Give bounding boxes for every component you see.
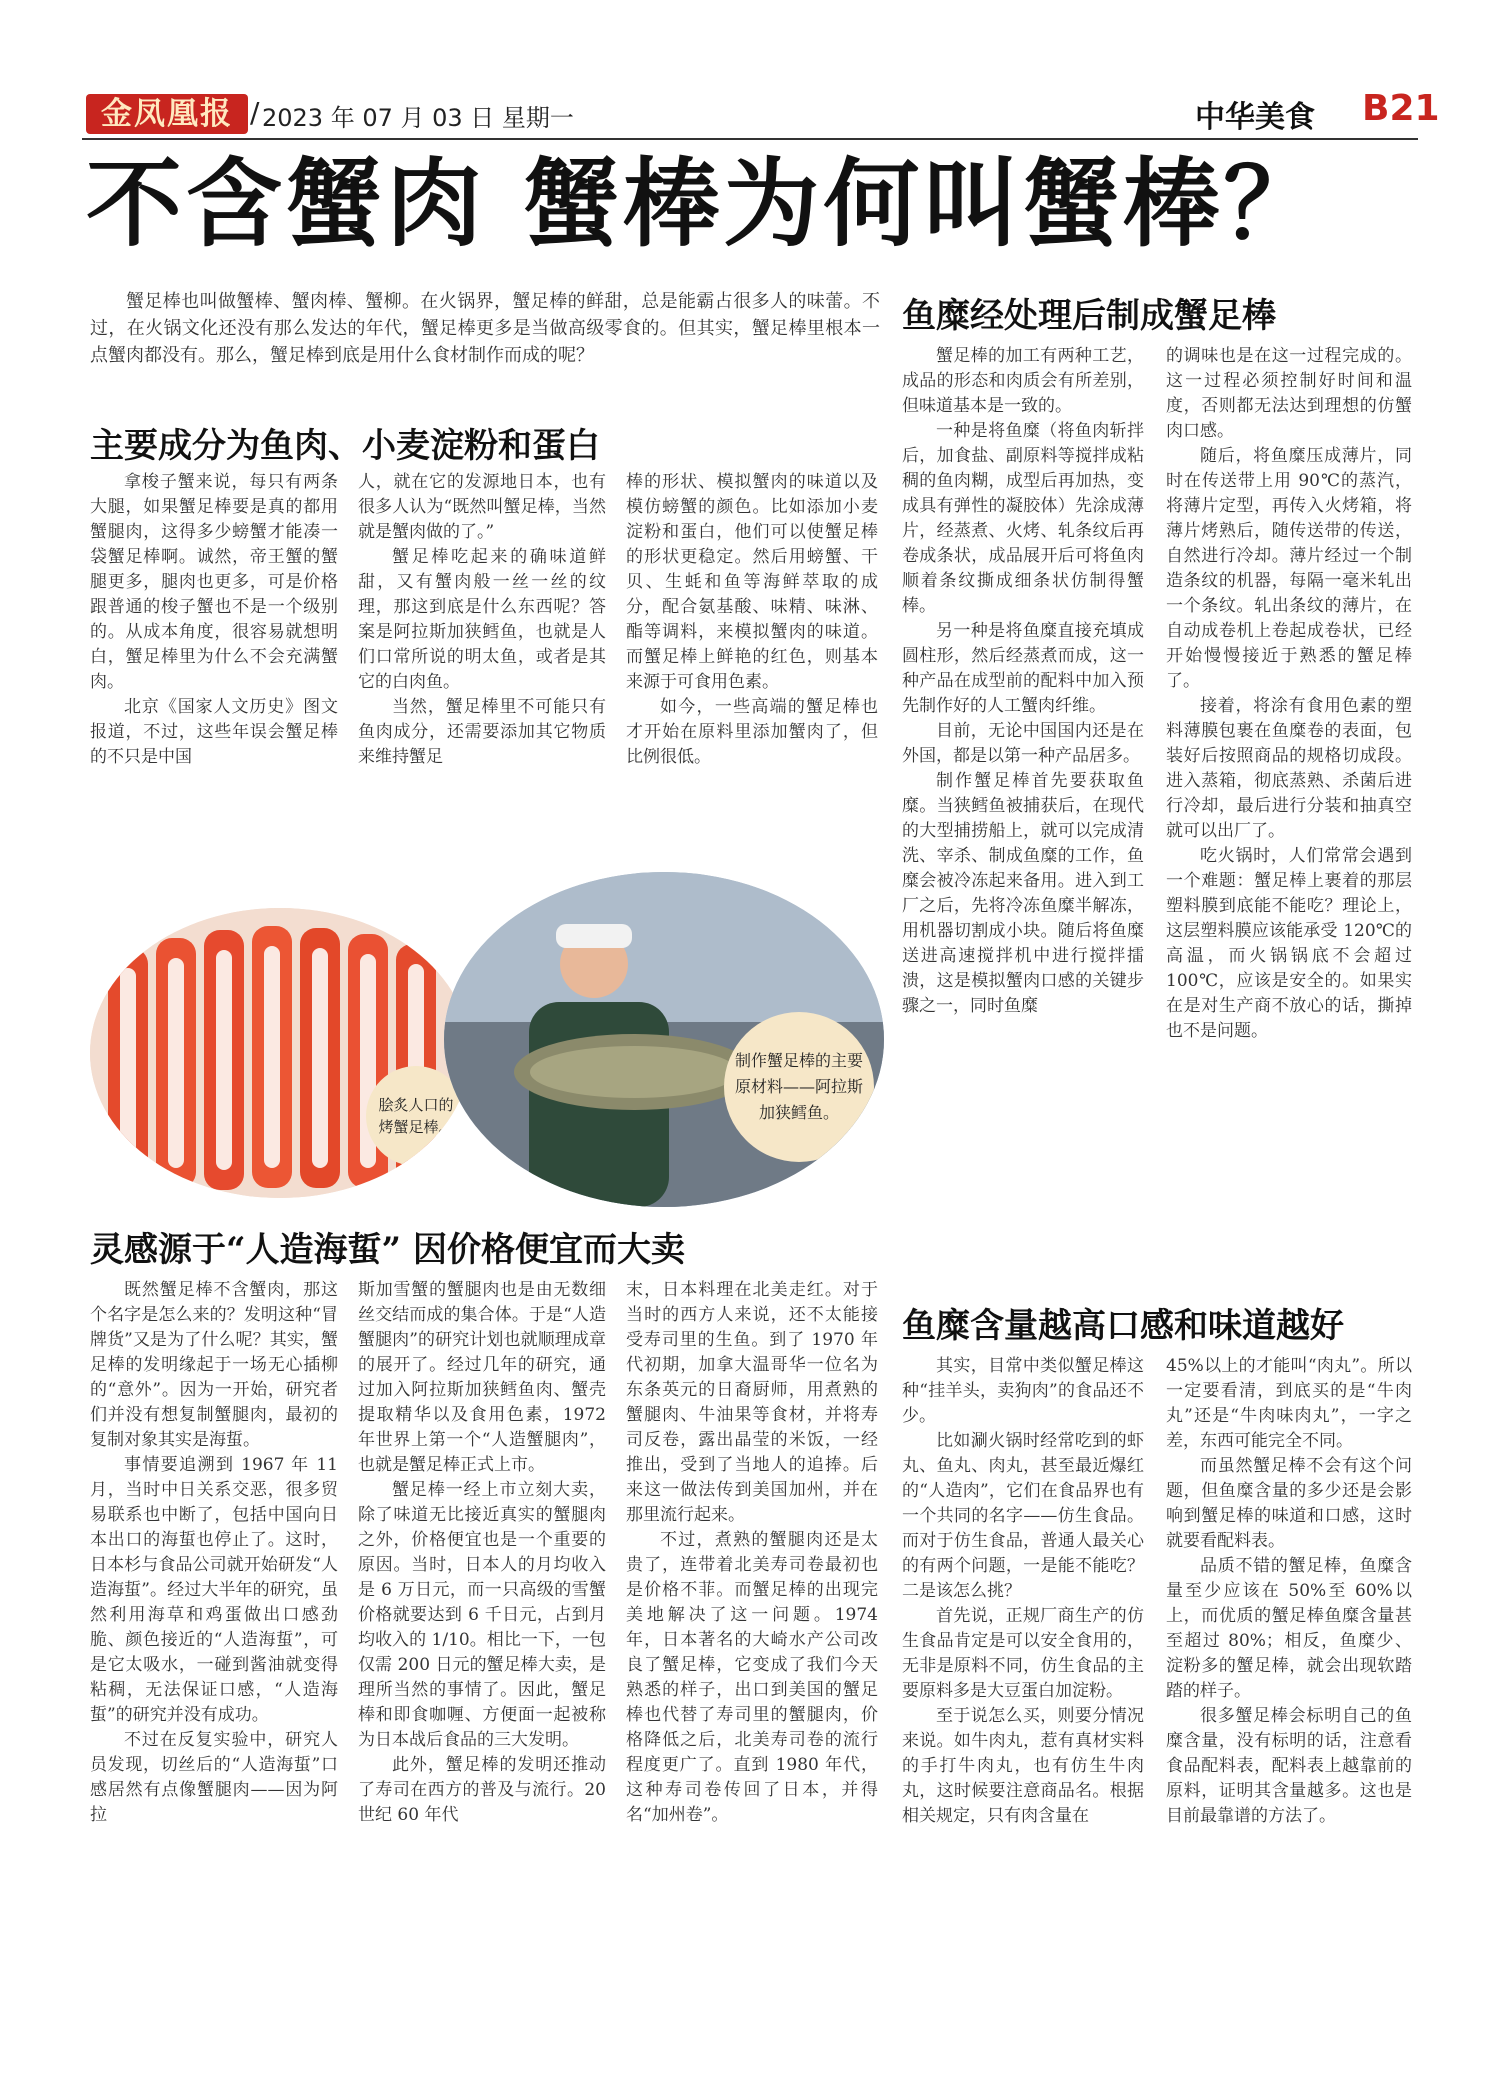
section3-col2	[1166, 344, 1412, 1044]
section3-heading: 鱼糜经处理后制成蟹足棒	[902, 296, 1276, 336]
section4-col1	[902, 1354, 1144, 1829]
paragraph: 不过在反复实验中，研究人员发现，切丝后的“人造海蜇”口感居然有点像蟹腿肉——因为阿拉	[90, 1730, 338, 1825]
paragraph: 事情要追溯到 1967 年 11 月，当时中日关系交恶，很多贸易联系也中断了，包括中国向日本出口的海蜇也停止了。这时，日本杉与食品公司就开始研发“人造海蜇”。经过大半年的研究，虽然利用海草和鸡蛋做出口感劲脆、颜色接近的“人造海蜇”，可是它太吸水，一碰到酱油就变得粘稠，无法保证口感，“人造海蜇”的研究并没有成功。	[90, 1455, 338, 1725]
paragraph: 一种是将鱼糜（将鱼肉斩拌后，加食盐、副原料等搅拌成粘稠的鱼肉糊，成型后再加热，变成具有弹性的凝胶体）先涂成薄片，经蒸煮、火烤、轧条纹后再卷成条状，成品展开后可将鱼肉顺着条纹撕成细条状仿制得蟹棒。	[902, 421, 1144, 616]
crab-stick-skewers-photo	[90, 908, 470, 1198]
paragraph: 其实，目常中类似蟹足棒这种“挂羊头，卖狗肉”的食品还不少。	[902, 1356, 1144, 1426]
paragraph: 如今，一些高端的蟹足棒也才开始在原料里添加蟹肉了，但比例很低。	[626, 697, 878, 767]
paragraph: 此外，蟹足棒的发明还推动了寿司在西方的普及与流行。20 世纪 60 年代	[358, 1755, 606, 1825]
paragraph: 品质不错的蟹足棒，鱼糜含量至少应该在 50%至 60%以上，而优质的蟹足棒鱼糜含量甚至超过 80%；相反，鱼糜少、淀粉多的蟹足棒，就会出现软踏踏的样子。	[1166, 1556, 1412, 1701]
section-name: 中华美食	[1195, 100, 1315, 135]
paragraph: 蟹足棒吃起来的确味道鲜甜，又有蟹肉般一丝一丝的纹理，那这到底是什么东西呢？答案是阿拉斯加狭鳕鱼，也就是人们口常所说的明太鱼，或者是其它的白肉鱼。	[358, 547, 606, 692]
paragraph: 随后，将鱼糜压成薄片，同时在传送带上用 90℃的蒸汽，将薄片定型，再传入火烤箱，将薄片烤熟后，随传送带的传送，自然进行冷却。薄片经过一个制造条纹的机器，每隔一毫米轧出一个条纹。轧出条纹的薄片，在自动成卷机上卷起成卷状，已经开始慢慢接近于熟悉的蟹足棒了。	[1166, 446, 1412, 691]
section2-col2	[358, 1278, 606, 1828]
paragraph: 既然蟹足棒不含蟹肉，那这个名字是怎么来的？发明这种“冒牌货”又是为了什么呢？其实，蟹足棒的发明缘起于一场无心插柳的“意外”。因为一开始，研究者们并没有想复制蟹腿肉，最初的复制对象其实是海蜇。	[90, 1280, 338, 1450]
paragraph: 不过，煮熟的蟹腿肉还是太贵了，连带着北美寿司卷最初也是价格不菲。而蟹足棒的出现完美地解决了这一问题。1974 年，日本著名的大崎水产公司改良了蟹足棒，它变成了我们今天熟悉的样子，出口到美国的蟹足棒也代替了寿司里的蟹腿肉，价格降低之后，北美寿司卷的流行程度更广了。直到 1980 年代，这种寿司卷传回了日本，并得名“加州卷”。	[626, 1530, 878, 1825]
paragraph: 接着，将涂有食用色素的塑料薄膜包裹在鱼糜卷的表面，包装好后按照商品的规格切成段。进入蒸箱，彻底蒸熟、杀菌后进行冷却，最后进行分装和抽真空就可以出厂了。	[1166, 696, 1412, 841]
masthead-rule	[82, 138, 1418, 140]
paragraph: 人，就在它的发源地日本，也有很多人认为“既然叫蟹足棒，当然就是蟹肉做的了。”	[358, 472, 606, 542]
issue-date: 2023 年 07 月 03 日 星期一	[262, 104, 574, 132]
page-number: B21	[1362, 88, 1440, 129]
paragraph: 比如涮火锅时经常吃到的虾丸、鱼丸、肉丸，甚至最近爆红的“人造肉”，它们在食品界也有一个共同的名字——仿生食品。而对于仿生食品，普通人最关心的有两个问题，一是能不能吃？二是该怎么挑？	[902, 1431, 1144, 1601]
section1-col2	[358, 470, 606, 770]
fisherman-with-pollock-photo	[444, 872, 884, 1207]
paragraph: 斯加雪蟹的蟹腿肉也是由无数细丝交结而成的集合体。于是“人造蟹腿肉”的研究计划也就顺理成章的展开了。经过几年的研究，通过加入阿拉斯加狭鳕鱼肉、蟹壳提取精华以及食用色素，1972 年世界上第一个“人造蟹腿肉”，也就是蟹足棒正式上市。	[358, 1280, 606, 1475]
section2-col1	[90, 1278, 338, 1828]
paragraph: 制作蟹足棒首先要获取鱼糜。当狭鳕鱼被捕获后，在现代的大型捕捞船上，就可以完成清洗、宰杀、制成鱼糜的工作，鱼糜会被冷冻起来备用。进入到工厂之后，先将冷冻鱼糜半解冻，用机器切割成小块。随后将鱼糜送进高速搅拌机中进行搅拌擂溃，这是模拟蟹肉口感的关键步骤之一，同时鱼糜	[902, 771, 1144, 1016]
section4-col2	[1166, 1354, 1412, 1829]
section2-col3	[626, 1278, 878, 1828]
paragraph: 北京《国家人文历史》图文报道，不过，这些年误会蟹足棒的不只是中国	[90, 697, 338, 767]
section1-col3	[626, 470, 878, 770]
paragraph: 目前，无论中国国内还是在外国，都是以第一种产品居多。	[902, 721, 1144, 766]
paragraph: 当然，蟹足棒里不可能只有鱼肉成分，还需要添加其它物质来维持蟹足	[358, 697, 606, 767]
headline: 不含蟹肉 蟹棒为何叫蟹棒？	[86, 147, 1324, 260]
section2-heading: 灵感源于“人造海蜇” 因价格便宜而大卖	[90, 1230, 685, 1270]
paragraph: 45%以上的才能叫“肉丸”。所以一定要看清，到底买的是“牛肉丸”还是“牛肉味肉丸”，一字之差，东西可能完全不同。	[1166, 1356, 1412, 1451]
paragraph: 拿梭子蟹来说，每只有两条大腿，如果蟹足棒要是真的都用蟹腿肉，这得多少螃蟹才能凑一袋蟹足棒啊。诚然，帝王蟹的蟹腿更多，腿肉也更多，可是价格跟普通的梭子蟹也不是一个级别的。从成本角度，很容易就想明白，蟹足棒里为什么不会充满蟹肉。	[90, 472, 338, 692]
section4-heading: 鱼糜含量越高口感和味道越好	[902, 1306, 1344, 1346]
paragraph: 棒的形状、模拟蟹肉的味道以及模仿螃蟹的颜色。比如添加小麦淀粉和蛋白，他们可以使蟹足棒的形状更稳定。然后用螃蟹、干贝、生蚝和鱼等海鲜萃取的成分，配合氨基酸、味精、味淋、酯等调料，来模拟蟹肉的味道。而蟹足棒上鲜艳的红色，则基本来源于可食用色素。	[626, 472, 878, 692]
caption-left: 脍炙人口的烤蟹足棒。	[366, 1066, 466, 1166]
paragraph: 另一种是将鱼糜直接充填成圆柱形，然后经蒸煮而成，这一种产品在成型前的配料中加入预先制作好的人工蟹肉纤维。	[902, 621, 1144, 716]
section3-col1	[902, 344, 1144, 1019]
paragraph: 很多蟹足棒会标明自己的鱼糜含量，没有标明的话，注意看食品配料表，配料表上越靠前的原料，证明其含量越多。这也是目前最靠谱的方法了。	[1166, 1706, 1412, 1826]
paragraph: 蟹足棒的加工有两种工艺，成品的形态和肉质会有所差别，但味道基本是一致的。	[902, 346, 1144, 416]
paragraph: 首先说，正规厂商生产的仿生食品肯定是可以安全食用的，无非是原料不同，仿生食品的主要原料多是大豆蛋白加淀粉。	[902, 1606, 1144, 1701]
paragraph: 蟹足棒一经上市立刻大卖，除了味道无比接近真实的蟹腿肉之外，价格便宜也是一个重要的原因。当时，日本人的月均收入是 6 万日元，而一只高级的雪蟹价格就要达到 6 千日元，占到月均收入的 1/10。相比一下，一包仅需 200 日元的蟹足棒大卖，是理所当然的事情了。因此，蟹足棒和即食咖喱、方便面一起被称为日本战后食品的三大发明。	[358, 1480, 606, 1750]
masthead-divider: /	[250, 96, 260, 129]
section1-heading: 主要成分为鱼肉、小麦淀粉和蛋白	[90, 426, 600, 466]
section1-col1	[90, 470, 338, 770]
paragraph: 吃火锅时，人们常常会遇到一个难题：蟹足棒上裹着的那层塑料膜到底能不能吃？理论上，这层塑料膜应该能承受 120℃的高温，而火锅锅底不会超过 100℃，应该是安全的。如果实在是对生产商不放心的话，撕掉也不是问题。	[1166, 846, 1412, 1041]
newspaper-logo: 金凤凰报	[86, 94, 248, 134]
caption-right: 制作蟹足棒的主要原材料——阿拉斯加狭鳕鱼。	[724, 1012, 874, 1162]
intro-paragraph: 蟹足棒也叫做蟹棒、蟹肉棒、蟹柳。在火锅界，蟹足棒的鲜甜，总是能霸占很多人的味蕾。不过，在火锅文化还没有那么发达的年代，蟹足棒更多是当做高级零食的。但其实，蟹足棒里根本一点蟹肉都没有。那么，蟹足棒到底是用什么食材制作而成的呢？	[90, 291, 880, 366]
paragraph: 而虽然蟹足棒不会有这个问题，但鱼糜含量的多少还是会影响到蟹足棒的味道和口感，这时就要看配料表。	[1166, 1456, 1412, 1551]
paragraph: 的调味也是在这一过程完成的。这一过程必须控制好时间和温度，否则都无法达到理想的仿蟹肉口感。	[1166, 346, 1412, 441]
paragraph: 末，日本料理在北美走红。对于当时的西方人来说，还不太能接受寿司里的生鱼。到了 1970 年代初期，加拿大温哥华一位名为东条英元的日裔厨师，用煮熟的蟹腿肉、牛油果等食材，并将寿司反卷，露出晶莹的米饭，一经推出，受到了当地人的追捧。后来这一做法传到美国加州，并在那里流行起来。	[626, 1280, 878, 1525]
paragraph: 至于说怎么买，则要分情况来说。如牛肉丸，惹有真材实料的手打牛肉丸，也有仿生牛肉丸，这时候要注意商品名。根据相关规定，只有肉含量在	[902, 1706, 1144, 1826]
